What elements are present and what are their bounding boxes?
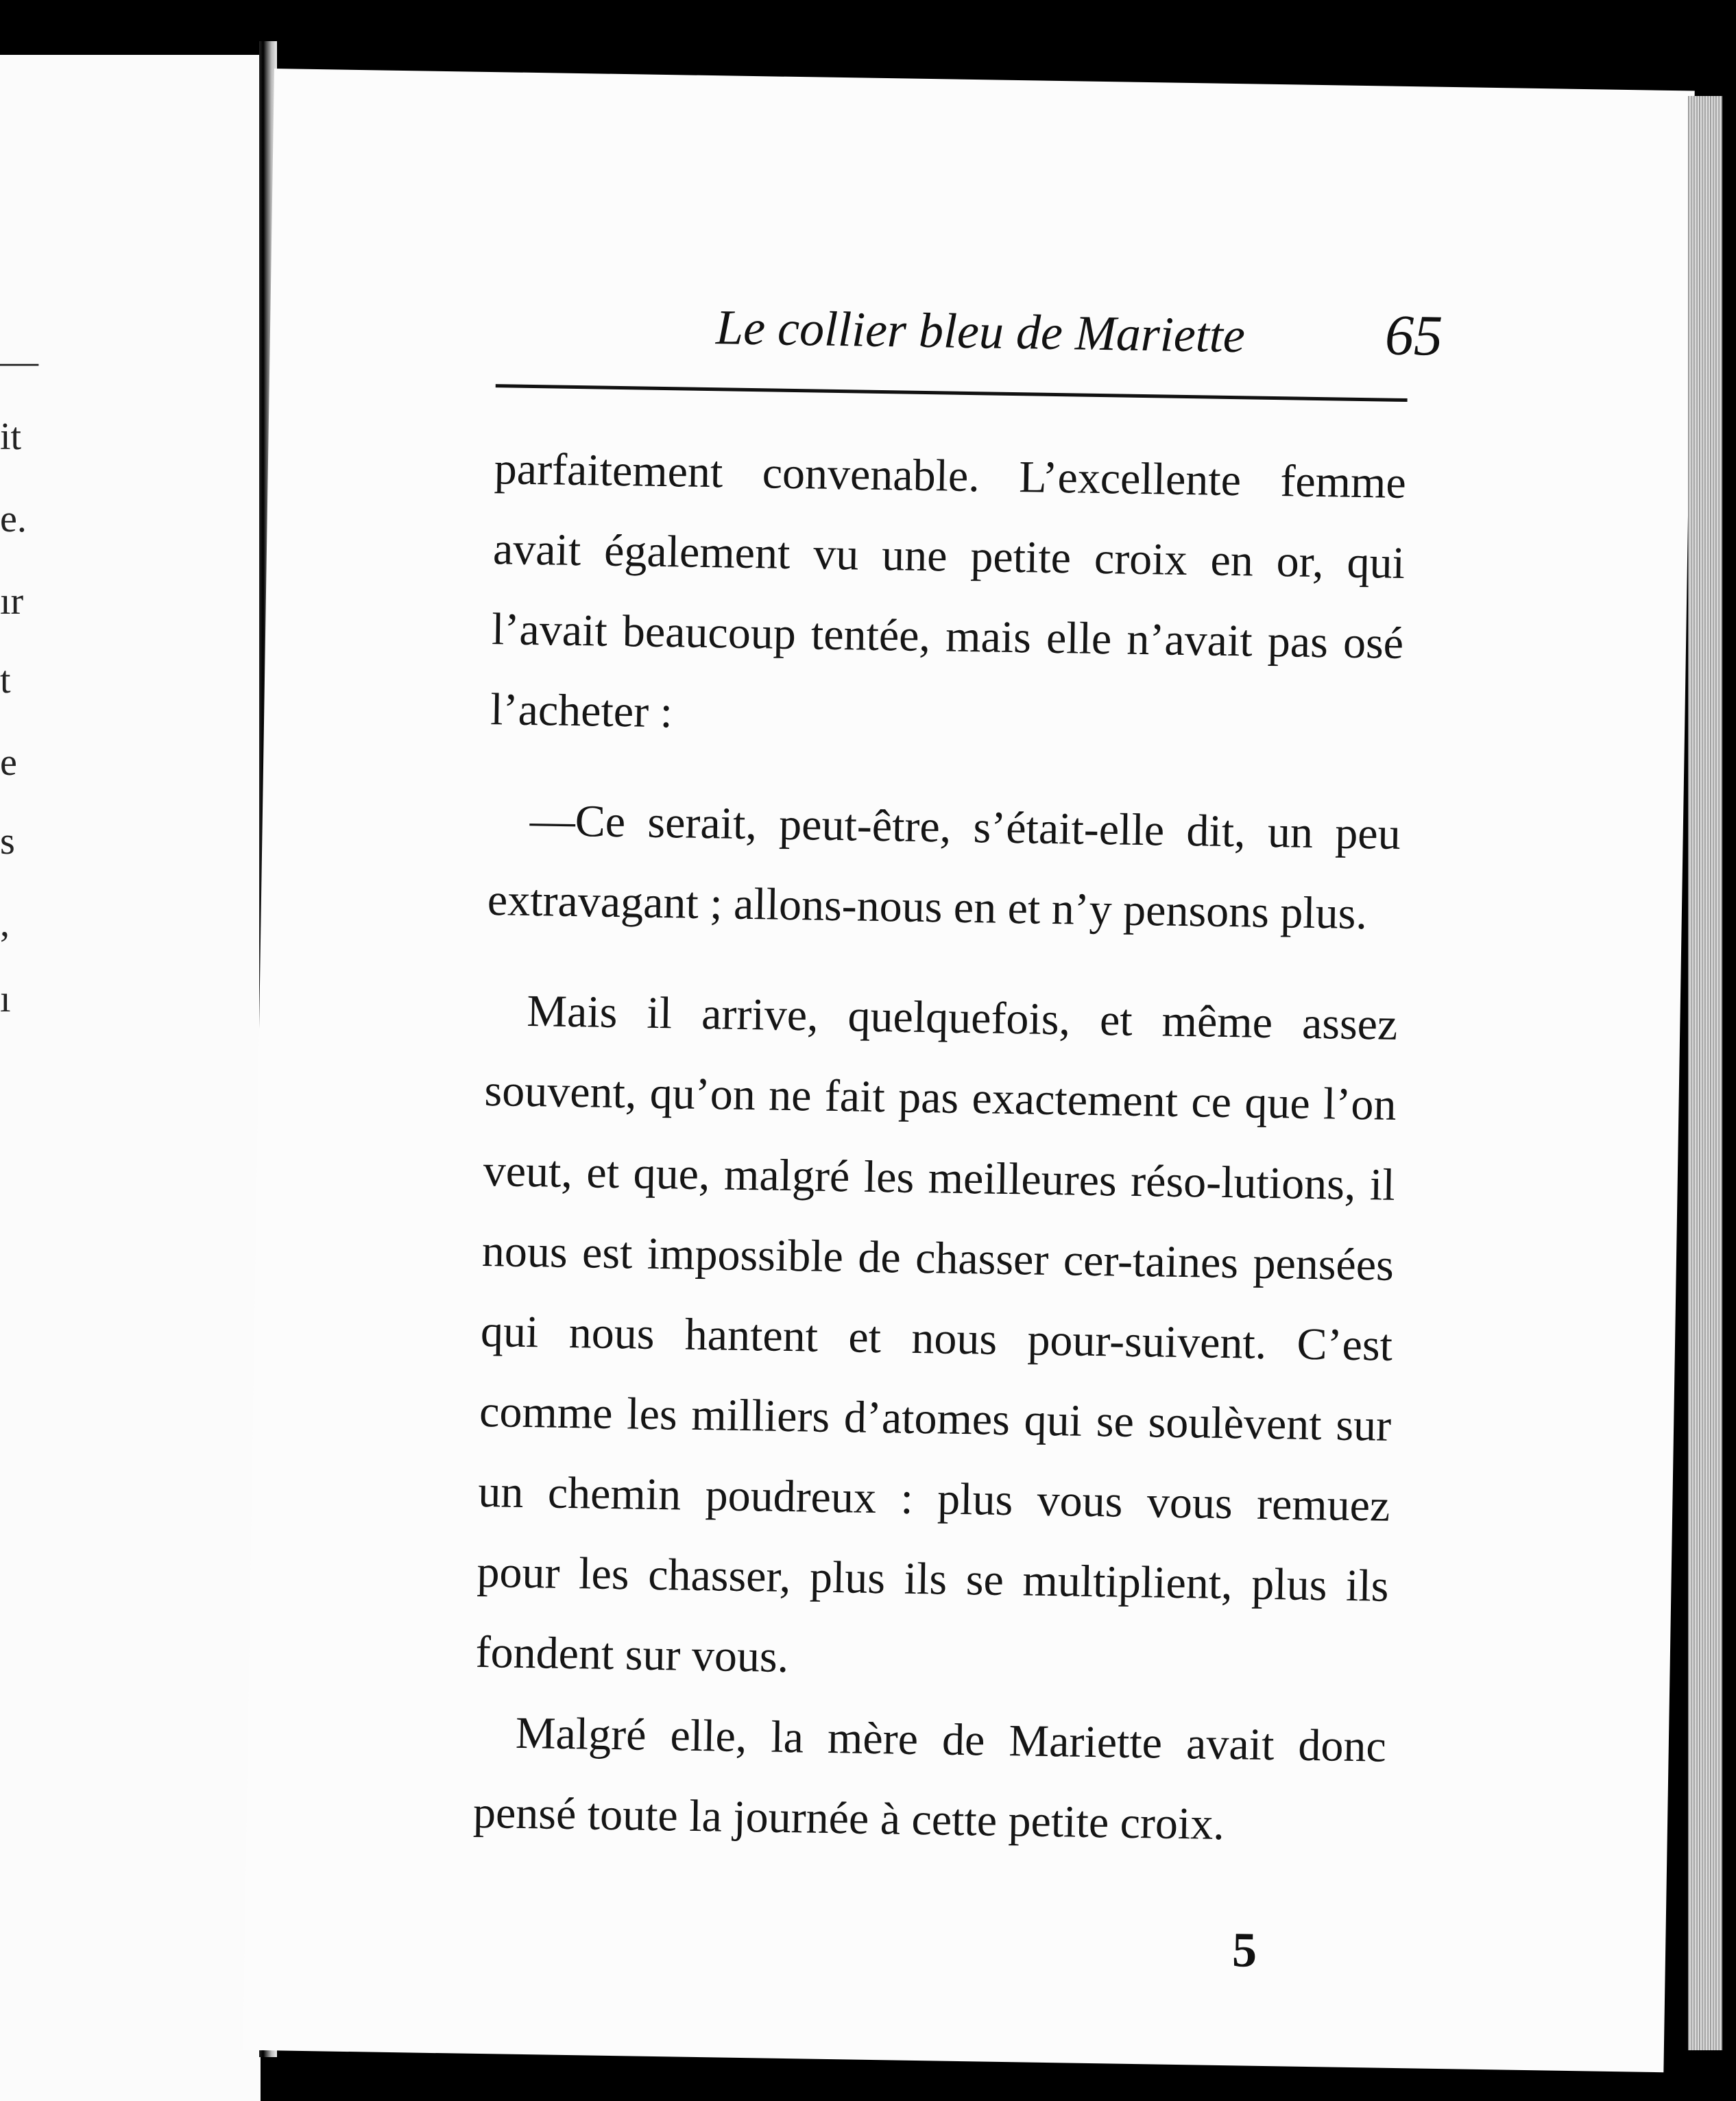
left-fragment: ır <box>0 580 24 623</box>
signature-mark: 5 <box>1231 1922 1257 1978</box>
left-fragment: e. <box>0 498 27 540</box>
left-fragment: ı <box>0 978 11 1020</box>
body-text <box>472 429 1406 1867</box>
left-fragment: s <box>0 820 15 863</box>
paragraph: parfaitement convenable. L’excellente femme avait également vu une petite croix en or, qui l’avait beaucoup tentée, mais elle n’avait pas osé l’acheter : <box>490 444 1407 738</box>
paragraph: Mais il arrive, quelquefois, et même assez souvent, qu’on ne fait pas exactement ce que l’on veut, et que, malgré les meilleures réso-lutions, il nous est impossible de chasser cer-taines pensées qui nous hantent et nous pour-suivent. C’est comme les milliers d’atomes qui se soulèvent sur un chemin poudreux : plus vous vous remuez pour les chasser, plus ils se multiplient, plus ils fondent sur vous. <box>475 985 1398 1683</box>
left-fragment: e <box>0 741 17 784</box>
right-page <box>243 69 1695 2072</box>
header-rule <box>496 384 1408 402</box>
page-edges <box>1688 96 1722 2050</box>
left-page <box>0 55 261 2101</box>
page-number: 65 <box>1384 303 1443 368</box>
left-fragment: it <box>0 416 22 458</box>
page-header <box>496 288 1443 370</box>
running-title: Le collier bleu de Mariette <box>715 300 1246 363</box>
left-fragment: — <box>0 340 38 383</box>
paragraph: —Ce serait, peut-être, s’était-elle dit, un peu extravagant ; allons-nous en et n’y pensons plus. <box>487 795 1401 939</box>
left-fragment: t <box>0 659 11 701</box>
paragraph: Malgré elle, la mère de Mariette avait donc pensé toute la journée à cette petite croix. <box>472 1707 1387 1850</box>
left-fragment: , <box>0 902 10 945</box>
